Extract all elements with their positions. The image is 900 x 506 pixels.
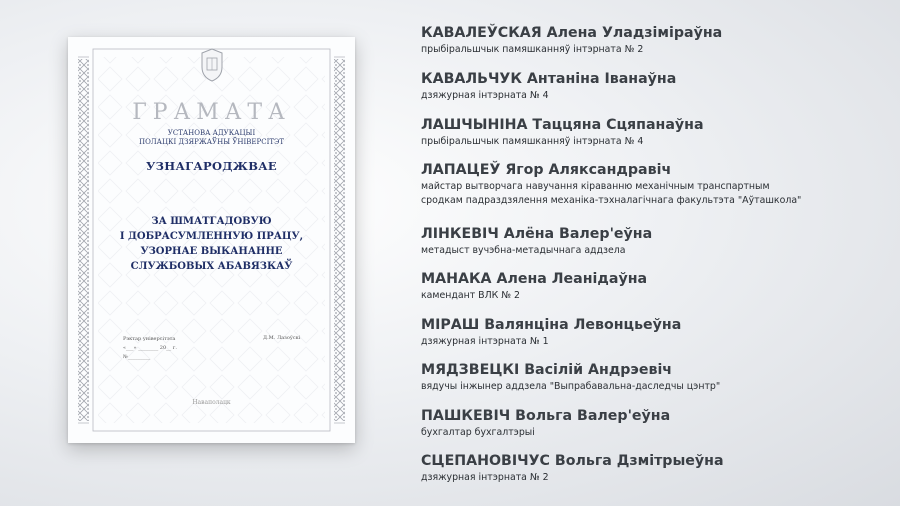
awardee-role: камендант ВЛК № 2 [421, 290, 520, 301]
awardee-name: ЛІНКЕВІЧ Алёна Валер'еўна [421, 226, 653, 242]
certificate-city: Наваполацк [192, 399, 231, 406]
awardee-item [421, 116, 891, 161]
sign-number: №_________ [123, 354, 151, 360]
awardee-item [421, 24, 891, 70]
sign-date: «___» ________ 20__ г. [123, 345, 177, 351]
awardee-item [421, 161, 891, 225]
org-line: ПОЛАЦКІ ДЗЯРЖАЎНЫ ЎНІВЕРСІТЭТ [138, 138, 285, 146]
awardee-name: ЛАШЧЫНІНА Таццяна Сцяпанаўна [421, 117, 704, 133]
awardee-item [421, 361, 891, 407]
awardee-role: дзяжурная інтэрната № 1 [421, 336, 549, 347]
reason-line: І ДОБРАСУМЛЕННУЮ ПРАЦУ, [119, 231, 304, 242]
university-crest-icon [198, 47, 226, 83]
awardee-role: майстар вытворчага навучання кіраванню механічным транспартным [421, 181, 770, 192]
awardee-item [421, 316, 891, 361]
reason-line: УЗОРНАЕ ВЫКАНАННЕ [140, 246, 283, 257]
certificate-reason [68, 214, 355, 274]
awardee-name: КАВАЛЬЧУК Антаніна Іванаўна [421, 71, 677, 87]
signer-name: Д.М. Лазоўскі [263, 335, 301, 341]
certificate-organization [68, 129, 355, 147]
certificate-signature-block [123, 335, 177, 362]
reason-line: СЛУЖБОВЫХ АБАВЯЗКАЎ [130, 261, 293, 272]
awardee-role: прыбіральшчык памяшканняў інтэрната № 4 [421, 136, 644, 147]
awardee-item [421, 270, 891, 316]
awardee-role: бухгалтар бухгалтэрыі [421, 427, 535, 438]
awardee-role: дзяжурная інтэрната № 4 [421, 90, 549, 101]
reason-line: ЗА ШМАТГАДОВУЮ [151, 216, 272, 227]
certificate-award-heading: УЗНАГАРОДЖВАЕ [146, 159, 277, 173]
awardee-name: КАВАЛЕЎСКАЯ Алена Уладзіміраўна [421, 25, 723, 41]
org-line: УСТАНОВА АДУКАЦЫІ [167, 129, 256, 137]
awardees-list [421, 24, 891, 492]
awardee-name: МАНАКА Алена Леанідаўна [421, 271, 648, 287]
awardee-name: ПАШКЕВІЧ Вольга Валер'еўна [421, 408, 671, 424]
awardee-item [421, 452, 891, 492]
awardee-role: прыбіральшчык памяшканняў інтэрната № 2 [421, 44, 644, 55]
certificate-image [68, 37, 355, 443]
awardee-name: ЛАПАЦЕЎ Ягор Аляксандравіч [421, 162, 672, 178]
awardee-role: дзяжурная інтэрната № 2 [421, 472, 549, 483]
awardee-role: вядучы інжынер аддзела "Выпрабавальна-даследчы цэнтр" [421, 381, 721, 392]
awardee-item [421, 225, 891, 270]
awardee-item [421, 407, 891, 452]
signer-role: Рэктар універсітэта [123, 336, 176, 342]
certificate-title: ГРАМАТА [132, 100, 291, 125]
awardee-item [421, 70, 891, 116]
awardee-name: МІРАШ Валянціна Левонцьеўна [421, 317, 682, 333]
awardee-role: сродкам падраздзялення механіка-тэхналагічнага факультэта "Аўташкола" [421, 195, 802, 206]
awardee-name: СЦЕПАНОВІЧУС Вольга Дзмітрыеўна [421, 453, 724, 469]
awardee-name: МЯДЗВЕЦКІ Васілій Андрэевіч [421, 362, 673, 378]
awardee-role: метадыст вучэбна-метадычнага аддзела [421, 245, 626, 256]
